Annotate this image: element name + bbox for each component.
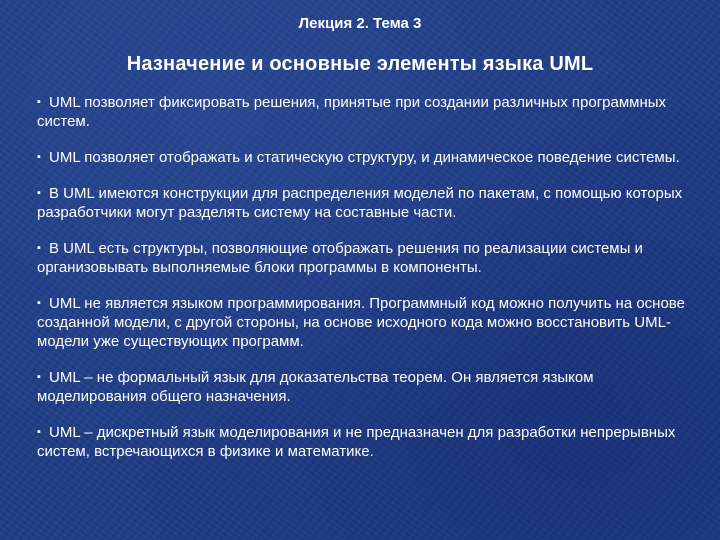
bullet-marker-icon: ▪ xyxy=(37,96,41,108)
bullet-item xyxy=(37,148,707,167)
bullet-marker-icon: ▪ xyxy=(37,151,41,163)
bullet-item xyxy=(37,93,707,131)
bullet-item xyxy=(37,368,707,406)
bullet-text: В UML есть структуры, позволяющие отображать решения по реализации системы и организовывать выполняемые блоки программы в компоненты. xyxy=(37,240,643,276)
bullet-text: UML – не формальный язык для доказательства теорем. Он является языком моделирования общего назначения. xyxy=(37,369,594,405)
bullet-text: UML – дискретный язык моделирования и не предназначен для разработки непрерывных систем, встречающихся в физике и математике. xyxy=(37,424,676,460)
bullet-item xyxy=(37,239,707,277)
bullet-marker-icon: ▪ xyxy=(37,242,41,254)
bullet-item xyxy=(37,294,707,351)
bullet-text: UML позволяет фиксировать решения, принятые при создании различных программных систем. xyxy=(37,94,667,130)
slide-title: Назначение и основные элементы языка UML xyxy=(126,53,594,75)
bullet-marker-icon: ▪ xyxy=(37,297,41,309)
bullet-text: UML не является языком программирования. Программный код можно получить на основе созданной модели, с другой стороны, на основе исходного кода можно восстановить UML-модели уже существующих программ. xyxy=(37,295,685,350)
bullet-marker-icon: ▪ xyxy=(37,426,41,438)
bullet-text: В UML имеются конструкции для распределения моделей по пакетам, с помощью которых разработчики могут разделять систему на составные части. xyxy=(37,185,683,221)
bullet-item xyxy=(37,423,707,461)
bullet-marker-icon: ▪ xyxy=(37,187,41,199)
bullet-item xyxy=(37,184,707,222)
bullet-text: UML позволяет отображать и статическую структуру, и динамическое поведение системы. xyxy=(49,149,680,166)
lecture-label: Лекция 2. Тема 3 xyxy=(298,15,422,32)
bullet-list xyxy=(37,93,707,478)
bullet-marker-icon: ▪ xyxy=(37,371,41,383)
